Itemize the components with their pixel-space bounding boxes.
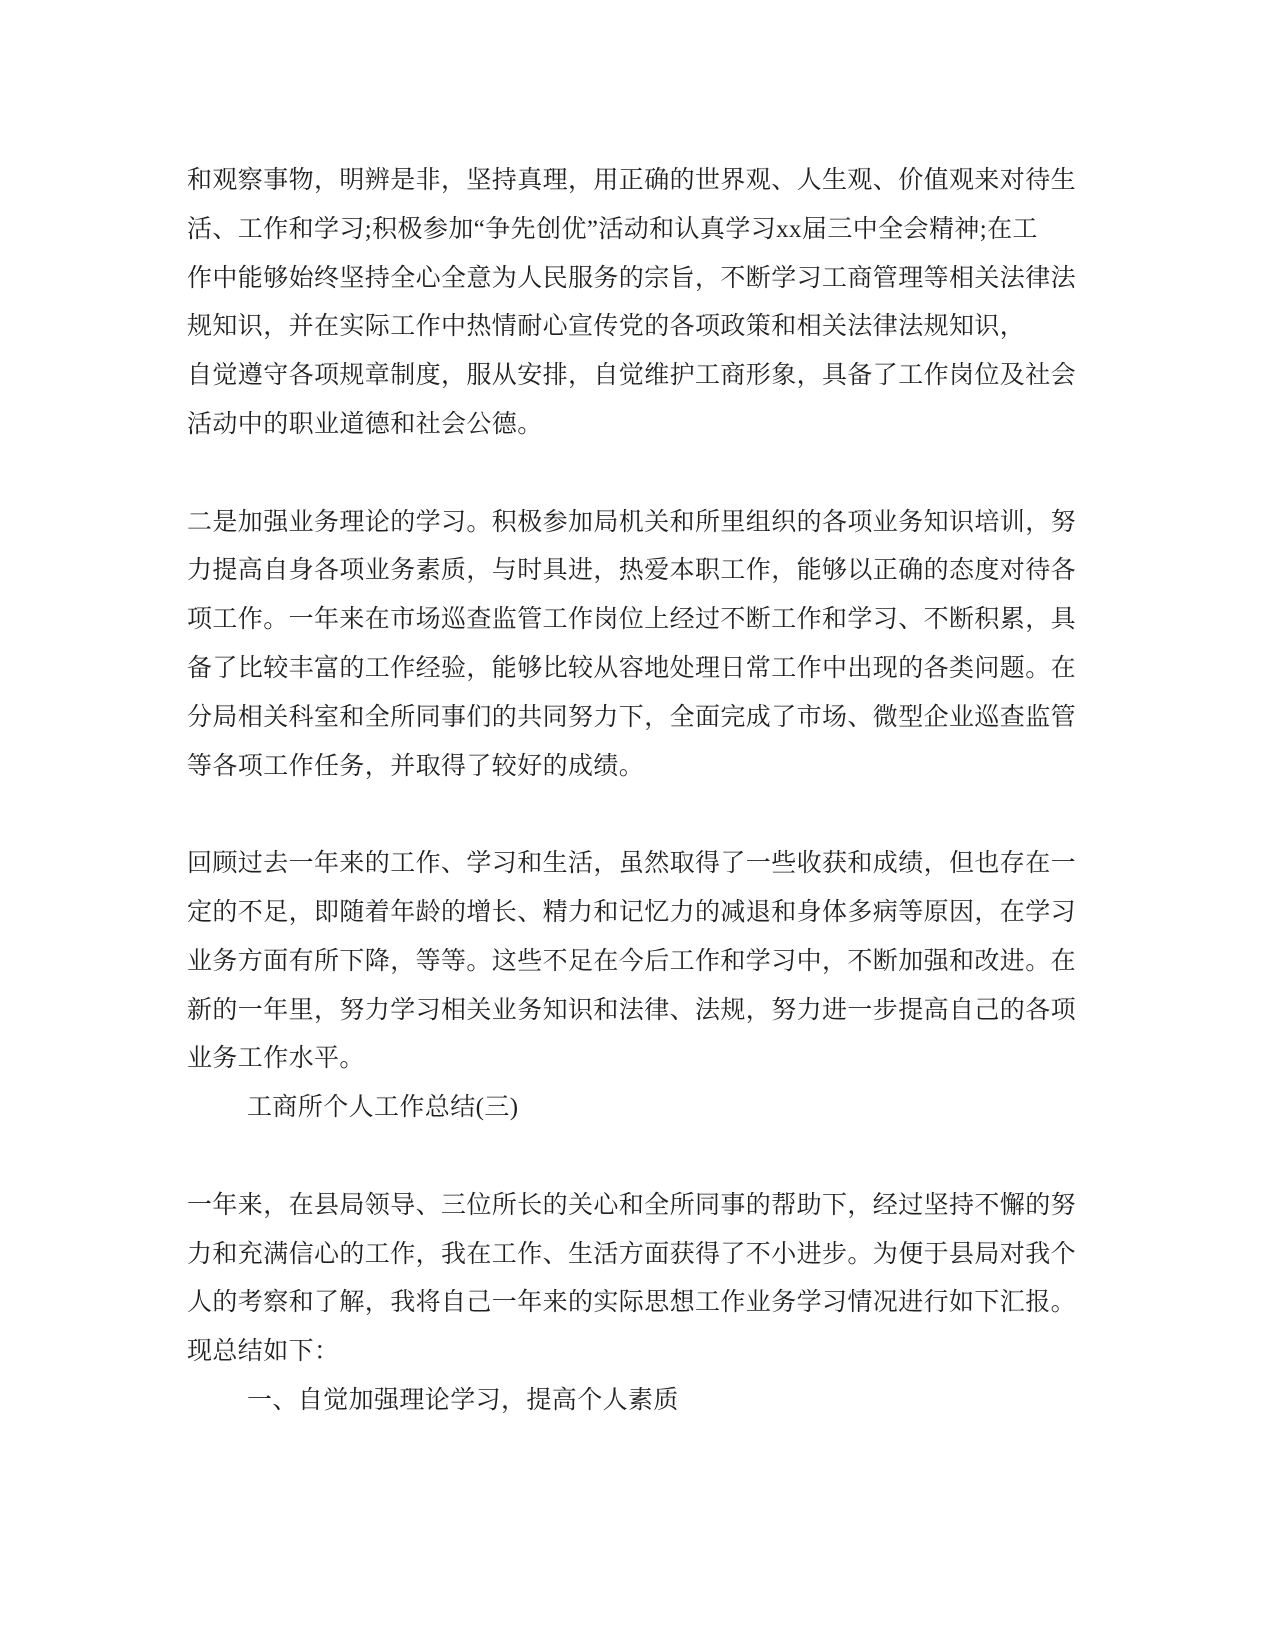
text-line: 作中能够始终坚持全心全意为人民服务的宗旨，不断学习工商管理等相关法律法	[187, 264, 1077, 292]
text-line: 分局相关科室和全所同事们的共同努力下，全面完成了市场、微型企业巡查监管	[187, 703, 1077, 731]
text-line: 备了比较丰富的工作经验，能够比较从容地处理日常工作中出现的各类问题。在	[187, 654, 1077, 682]
text-line: 力和充满信心的工作，我在工作、生活方面获得了不小进步。为便于县局对我个	[187, 1240, 1077, 1268]
text-line: 一年来，在县局领导、三位所长的关心和全所同事的帮助下，经过坚持不懈的努	[187, 1191, 1077, 1219]
section-heading: 工商所个人工作总结(三)	[247, 1094, 519, 1122]
blank-line	[187, 450, 1087, 499]
text-line: 定的不足，即随着年龄的增长、精力和记忆力的减退和身体多病等原因，在学习	[187, 898, 1077, 926]
text-line: 业务工作水平。	[187, 1045, 365, 1073]
blank-line	[187, 1133, 1087, 1182]
text-line: 新的一年里，努力学习相关业务知识和法律、法规，努力进一步提高自己的各项	[187, 996, 1077, 1024]
text-line: 规知识，并在实际工作中热情耐心宣传党的各项政策和相关法律法规知识，	[187, 313, 1026, 341]
text-line: 现总结如下：	[187, 1338, 340, 1366]
section-heading: 一、自觉加强理论学习，提高个人素质	[247, 1386, 679, 1414]
blank-line	[187, 791, 1087, 840]
document-text-block	[187, 157, 1087, 1426]
text-line: 自觉遵守各项规章制度，服从安排，自觉维护工商形象，具备了工作岗位及社会	[187, 362, 1077, 390]
text-line: 活动中的职业道德和社会公德。	[187, 410, 543, 438]
text-line: 二是加强业务理论的学习。积极参加局机关和所里组织的各项业务知识培训，努	[187, 508, 1077, 536]
text-line: 回顾过去一年来的工作、学习和生活，虽然取得了一些收获和成绩，但也存在一	[187, 850, 1077, 878]
text-line: 人的考察和了解，我将自己一年来的实际思想工作业务学习情况进行如下汇报。	[187, 1289, 1077, 1317]
text-line: 项工作。一年来在市场巡查监管工作岗位上经过不断工作和学习、不断积累，具	[187, 606, 1077, 634]
text-line: 力提高自身各项业务素质，与时具进，热爱本职工作，能够以正确的态度对待各	[187, 557, 1077, 585]
text-line: 和观察事物，明辨是非，坚持真理，用正确的世界观、人生观、价值观来对待生	[187, 167, 1077, 194]
text-line: 等各项工作任务，并取得了较好的成绩。	[187, 752, 645, 780]
text-line: 活、工作和学习;积极参加“争先创优”活动和认真学习xx届三中全会精神;在工	[187, 215, 1038, 243]
text-line: 业务方面有所下降，等等。这些不足在今后工作和学习中，不断加强和改进。在	[187, 947, 1077, 975]
